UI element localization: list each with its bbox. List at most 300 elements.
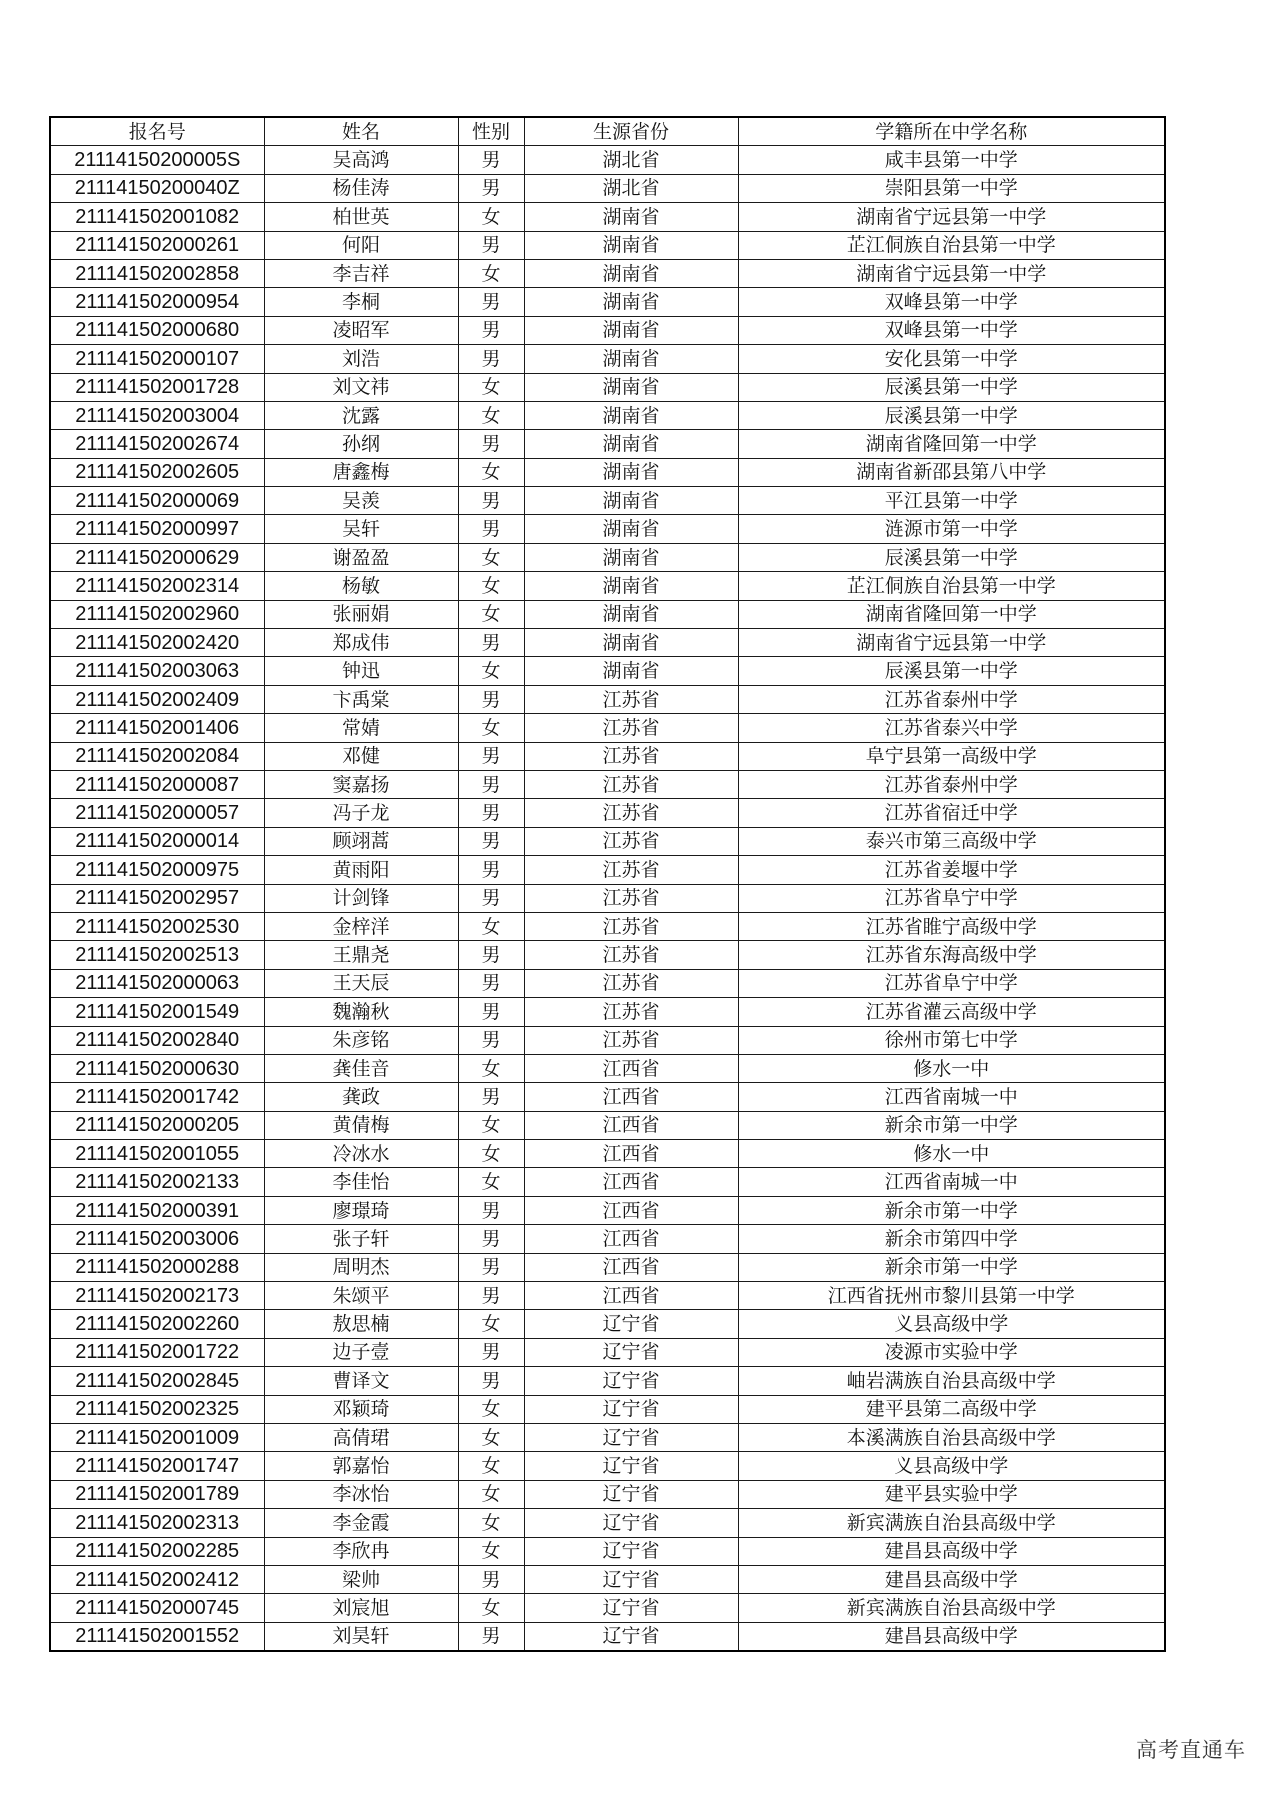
school-cell: 江苏省泰兴中学 — [738, 714, 1165, 742]
province-cell: 江苏省 — [524, 742, 738, 770]
name-cell: 卞禹棠 — [264, 685, 458, 713]
roster-header — [50, 117, 1165, 146]
province-cell: 湖南省 — [524, 600, 738, 628]
registration-number-cell: 211141502000069 — [50, 487, 264, 515]
gender-cell: 男 — [458, 969, 524, 997]
school-cell: 辰溪县第一中学 — [738, 401, 1165, 429]
school-cell: 义县高级中学 — [738, 1310, 1165, 1338]
name-cell: 李冰怡 — [264, 1480, 458, 1508]
registration-number-cell: 211141502002285 — [50, 1537, 264, 1565]
header-gender: 性别 — [458, 117, 524, 146]
gender-cell: 女 — [458, 1111, 524, 1139]
table-row — [50, 1423, 1165, 1451]
province-cell: 江苏省 — [524, 1026, 738, 1054]
name-cell: 凌昭军 — [264, 316, 458, 344]
province-cell: 湖南省 — [524, 203, 738, 231]
name-cell: 朱颂平 — [264, 1282, 458, 1310]
registration-number-cell: 211141502003006 — [50, 1225, 264, 1253]
table-row — [50, 1338, 1165, 1366]
school-cell: 双峰县第一中学 — [738, 316, 1165, 344]
name-cell: 沈露 — [264, 401, 458, 429]
gender-cell: 男 — [458, 685, 524, 713]
gender-cell: 男 — [458, 799, 524, 827]
school-cell: 江苏省东海高级中学 — [738, 941, 1165, 969]
gender-cell: 男 — [458, 1622, 524, 1651]
registration-number-cell: 211141502001082 — [50, 203, 264, 231]
registration-number-cell: 211141502000391 — [50, 1196, 264, 1224]
province-cell: 江苏省 — [524, 969, 738, 997]
province-cell: 江西省 — [524, 1083, 738, 1111]
gender-cell: 女 — [458, 373, 524, 401]
school-cell: 辰溪县第一中学 — [738, 543, 1165, 571]
gender-cell: 女 — [458, 1310, 524, 1338]
gender-cell: 女 — [458, 1395, 524, 1423]
name-cell: 杨佳涛 — [264, 174, 458, 202]
table-row — [50, 1083, 1165, 1111]
table-row — [50, 1225, 1165, 1253]
table-row — [50, 1565, 1165, 1593]
school-cell: 平江县第一中学 — [738, 487, 1165, 515]
school-cell: 双峰县第一中学 — [738, 288, 1165, 316]
province-cell: 湖南省 — [524, 487, 738, 515]
name-cell: 窦嘉扬 — [264, 770, 458, 798]
school-cell: 江苏省阜宁中学 — [738, 884, 1165, 912]
school-cell: 建昌县高级中学 — [738, 1537, 1165, 1565]
school-cell: 湖南省隆回第一中学 — [738, 600, 1165, 628]
school-cell: 江苏省阜宁中学 — [738, 969, 1165, 997]
school-cell: 新余市第四中学 — [738, 1225, 1165, 1253]
gender-cell: 女 — [458, 1480, 524, 1508]
registration-number-cell: 211141502000261 — [50, 231, 264, 259]
registration-number-cell: 211141502001789 — [50, 1480, 264, 1508]
school-cell: 江西省南城一中 — [738, 1083, 1165, 1111]
registration-number-cell: 211141502002325 — [50, 1395, 264, 1423]
registration-number-cell: 211141502002313 — [50, 1509, 264, 1537]
roster-body — [50, 146, 1165, 1651]
table-row — [50, 373, 1165, 401]
province-cell: 湖北省 — [524, 174, 738, 202]
table-row — [50, 231, 1165, 259]
school-cell: 建平县第二高级中学 — [738, 1395, 1165, 1423]
province-cell: 湖南省 — [524, 515, 738, 543]
name-cell: 常婧 — [264, 714, 458, 742]
registration-number-cell: 211141502003063 — [50, 657, 264, 685]
table-row — [50, 543, 1165, 571]
name-cell: 冷冰水 — [264, 1140, 458, 1168]
province-cell: 湖南省 — [524, 345, 738, 373]
gender-cell: 男 — [458, 770, 524, 798]
name-cell: 柏世英 — [264, 203, 458, 231]
name-cell: 谢盈盈 — [264, 543, 458, 571]
name-cell: 计剑锋 — [264, 884, 458, 912]
school-cell: 本溪满族自治县高级中学 — [738, 1423, 1165, 1451]
registration-number-cell: 211141502000630 — [50, 1054, 264, 1082]
school-cell: 江西省南城一中 — [738, 1168, 1165, 1196]
province-cell: 湖南省 — [524, 231, 738, 259]
table-row — [50, 174, 1165, 202]
gender-cell: 男 — [458, 629, 524, 657]
watermark-text: 高考直通车 — [1136, 1738, 1246, 1762]
province-cell: 江西省 — [524, 1111, 738, 1139]
name-cell: 龚佳音 — [264, 1054, 458, 1082]
table-row — [50, 1594, 1165, 1622]
name-cell: 杨敏 — [264, 572, 458, 600]
province-cell: 江苏省 — [524, 799, 738, 827]
school-cell: 建平县实验中学 — [738, 1480, 1165, 1508]
province-cell: 湖南省 — [524, 458, 738, 486]
table-row — [50, 1452, 1165, 1480]
registration-number-cell: 211141502002530 — [50, 912, 264, 940]
school-cell: 泰兴市第三高级中学 — [738, 827, 1165, 855]
gender-cell: 女 — [458, 259, 524, 287]
name-cell: 郑成伟 — [264, 629, 458, 657]
school-cell: 建昌县高级中学 — [738, 1565, 1165, 1593]
province-cell: 湖南省 — [524, 629, 738, 657]
name-cell: 顾翊蒿 — [264, 827, 458, 855]
registration-number-cell: 211141502002674 — [50, 430, 264, 458]
school-cell: 崇阳县第一中学 — [738, 174, 1165, 202]
name-cell: 郭嘉怡 — [264, 1452, 458, 1480]
name-cell: 曹译文 — [264, 1367, 458, 1395]
name-cell: 刘浩 — [264, 345, 458, 373]
registration-number-cell: 211141502000680 — [50, 316, 264, 344]
school-cell: 新余市第一中学 — [738, 1196, 1165, 1224]
roster-table — [49, 116, 1166, 1652]
table-row — [50, 1480, 1165, 1508]
school-cell: 凌源市实验中学 — [738, 1338, 1165, 1366]
table-row — [50, 345, 1165, 373]
table-row — [50, 1140, 1165, 1168]
table-row — [50, 1168, 1165, 1196]
gender-cell: 男 — [458, 884, 524, 912]
table-row — [50, 1253, 1165, 1281]
table-row — [50, 259, 1165, 287]
registration-number-cell: 211141502001742 — [50, 1083, 264, 1111]
gender-cell: 男 — [458, 430, 524, 458]
table-row — [50, 146, 1165, 174]
table-row — [50, 827, 1165, 855]
province-cell: 辽宁省 — [524, 1594, 738, 1622]
gender-cell: 男 — [458, 288, 524, 316]
province-cell: 江西省 — [524, 1282, 738, 1310]
header-school-name: 学籍所在中学名称 — [738, 117, 1165, 146]
header-source-province: 生源省份 — [524, 117, 738, 146]
province-cell: 辽宁省 — [524, 1423, 738, 1451]
province-cell: 辽宁省 — [524, 1452, 738, 1480]
province-cell: 江苏省 — [524, 912, 738, 940]
name-cell: 边子壹 — [264, 1338, 458, 1366]
name-cell: 张子轩 — [264, 1225, 458, 1253]
gender-cell: 男 — [458, 941, 524, 969]
registration-number-cell: 211141502000629 — [50, 543, 264, 571]
table-row — [50, 515, 1165, 543]
registration-number-cell: 21114150200005S — [50, 146, 264, 174]
name-cell: 朱彦铭 — [264, 1026, 458, 1054]
registration-number-cell: 211141502001728 — [50, 373, 264, 401]
table-row — [50, 430, 1165, 458]
header-name: 姓名 — [264, 117, 458, 146]
registration-number-cell: 211141502003004 — [50, 401, 264, 429]
table-row — [50, 1054, 1165, 1082]
table-row — [50, 401, 1165, 429]
table-row — [50, 458, 1165, 486]
registration-number-cell: 211141502000954 — [50, 288, 264, 316]
school-cell: 辰溪县第一中学 — [738, 657, 1165, 685]
table-row — [50, 1282, 1165, 1310]
registration-number-cell: 211141502002260 — [50, 1310, 264, 1338]
table-row — [50, 629, 1165, 657]
school-cell: 新余市第一中学 — [738, 1111, 1165, 1139]
table-row — [50, 1196, 1165, 1224]
school-cell: 安化县第一中学 — [738, 345, 1165, 373]
table-row — [50, 799, 1165, 827]
name-cell: 高倩珺 — [264, 1423, 458, 1451]
table-row — [50, 856, 1165, 884]
name-cell: 孙纲 — [264, 430, 458, 458]
province-cell: 湖南省 — [524, 401, 738, 429]
table-row — [50, 1395, 1165, 1423]
province-cell: 湖南省 — [524, 316, 738, 344]
table-row — [50, 1367, 1165, 1395]
registration-number-cell: 211141502000063 — [50, 969, 264, 997]
school-cell: 湖南省宁远县第一中学 — [738, 629, 1165, 657]
name-cell: 何阳 — [264, 231, 458, 259]
province-cell: 江西省 — [524, 1253, 738, 1281]
registration-number-cell: 211141502000975 — [50, 856, 264, 884]
province-cell: 湖南省 — [524, 657, 738, 685]
school-cell: 江苏省泰州中学 — [738, 770, 1165, 798]
gender-cell: 男 — [458, 1083, 524, 1111]
registration-number-cell: 211141502002957 — [50, 884, 264, 912]
registration-number-cell: 211141502001549 — [50, 998, 264, 1026]
name-cell: 吴轩 — [264, 515, 458, 543]
table-row — [50, 685, 1165, 713]
registration-number-cell: 211141502002513 — [50, 941, 264, 969]
header-registration-number: 报名号 — [50, 117, 264, 146]
gender-cell: 女 — [458, 1594, 524, 1622]
name-cell: 廖璟琦 — [264, 1196, 458, 1224]
school-cell: 江西省抚州市黎川县第一中学 — [738, 1282, 1165, 1310]
school-cell: 建昌县高级中学 — [738, 1622, 1165, 1651]
name-cell: 吴高鸿 — [264, 146, 458, 174]
school-cell: 江苏省灌云高级中学 — [738, 998, 1165, 1026]
table-row — [50, 316, 1165, 344]
name-cell: 张丽娟 — [264, 600, 458, 628]
gender-cell: 女 — [458, 1509, 524, 1537]
registration-number-cell: 211141502001406 — [50, 714, 264, 742]
table-row — [50, 884, 1165, 912]
province-cell: 辽宁省 — [524, 1395, 738, 1423]
registration-number-cell: 21114150200040Z — [50, 174, 264, 202]
school-cell: 岫岩满族自治县高级中学 — [738, 1367, 1165, 1395]
province-cell: 辽宁省 — [524, 1310, 738, 1338]
gender-cell: 女 — [458, 543, 524, 571]
gender-cell: 女 — [458, 1537, 524, 1565]
school-cell: 涟源市第一中学 — [738, 515, 1165, 543]
school-cell: 新宾满族自治县高级中学 — [738, 1594, 1165, 1622]
name-cell: 吴羡 — [264, 487, 458, 515]
name-cell: 王天辰 — [264, 969, 458, 997]
province-cell: 江西省 — [524, 1196, 738, 1224]
registration-number-cell: 211141502000205 — [50, 1111, 264, 1139]
province-cell: 辽宁省 — [524, 1367, 738, 1395]
registration-number-cell: 211141502002420 — [50, 629, 264, 657]
registration-number-cell: 211141502002845 — [50, 1367, 264, 1395]
registration-number-cell: 211141502002409 — [50, 685, 264, 713]
registration-number-cell: 211141502000014 — [50, 827, 264, 855]
name-cell: 魏瀚秋 — [264, 998, 458, 1026]
school-cell: 芷江侗族自治县第一中学 — [738, 572, 1165, 600]
registration-number-cell: 211141502000057 — [50, 799, 264, 827]
gender-cell: 男 — [458, 515, 524, 543]
school-cell: 新余市第一中学 — [738, 1253, 1165, 1281]
school-cell: 辰溪县第一中学 — [738, 373, 1165, 401]
name-cell: 金梓洋 — [264, 912, 458, 940]
province-cell: 江西省 — [524, 1054, 738, 1082]
table-row — [50, 742, 1165, 770]
school-cell: 徐州市第七中学 — [738, 1026, 1165, 1054]
registration-number-cell: 211141502002412 — [50, 1565, 264, 1593]
name-cell: 李吉祥 — [264, 259, 458, 287]
gender-cell: 女 — [458, 458, 524, 486]
province-cell: 湖南省 — [524, 430, 738, 458]
gender-cell: 男 — [458, 1338, 524, 1366]
province-cell: 江苏省 — [524, 941, 738, 969]
school-cell: 江苏省睢宁高级中学 — [738, 912, 1165, 940]
registration-number-cell: 211141502001055 — [50, 1140, 264, 1168]
gender-cell: 男 — [458, 1367, 524, 1395]
table-row — [50, 1310, 1165, 1338]
school-cell: 江苏省宿迁中学 — [738, 799, 1165, 827]
gender-cell: 女 — [458, 1423, 524, 1451]
registration-number-cell: 211141502001009 — [50, 1423, 264, 1451]
name-cell: 钟迅 — [264, 657, 458, 685]
name-cell: 梁帅 — [264, 1565, 458, 1593]
table-row — [50, 941, 1165, 969]
school-cell: 阜宁县第一高级中学 — [738, 742, 1165, 770]
school-cell: 修水一中 — [738, 1140, 1165, 1168]
registration-number-cell: 211141502000087 — [50, 770, 264, 798]
name-cell: 邓健 — [264, 742, 458, 770]
registration-number-cell: 211141502000107 — [50, 345, 264, 373]
gender-cell: 男 — [458, 742, 524, 770]
gender-cell: 女 — [458, 912, 524, 940]
gender-cell: 男 — [458, 345, 524, 373]
name-cell: 龚政 — [264, 1083, 458, 1111]
gender-cell: 男 — [458, 231, 524, 259]
table-row — [50, 657, 1165, 685]
gender-cell: 男 — [458, 1196, 524, 1224]
table-row — [50, 714, 1165, 742]
table-row — [50, 770, 1165, 798]
registration-number-cell: 211141502002840 — [50, 1026, 264, 1054]
table-row — [50, 1622, 1165, 1651]
province-cell: 江苏省 — [524, 714, 738, 742]
name-cell: 冯子龙 — [264, 799, 458, 827]
name-cell: 唐鑫梅 — [264, 458, 458, 486]
province-cell: 江苏省 — [524, 884, 738, 912]
table-row — [50, 1111, 1165, 1139]
school-cell: 义县高级中学 — [738, 1452, 1165, 1480]
gender-cell: 男 — [458, 1565, 524, 1593]
province-cell: 湖南省 — [524, 288, 738, 316]
registration-number-cell: 211141502002960 — [50, 600, 264, 628]
province-cell: 江西省 — [524, 1140, 738, 1168]
gender-cell: 女 — [458, 657, 524, 685]
name-cell: 刘文祎 — [264, 373, 458, 401]
province-cell: 江苏省 — [524, 827, 738, 855]
school-cell: 湖南省新邵县第八中学 — [738, 458, 1165, 486]
province-cell: 辽宁省 — [524, 1509, 738, 1537]
registration-number-cell: 211141502002314 — [50, 572, 264, 600]
province-cell: 湖南省 — [524, 373, 738, 401]
province-cell: 辽宁省 — [524, 1480, 738, 1508]
name-cell: 李欣冉 — [264, 1537, 458, 1565]
gender-cell: 女 — [458, 1054, 524, 1082]
province-cell: 湖南省 — [524, 572, 738, 600]
name-cell: 刘宸旭 — [264, 1594, 458, 1622]
province-cell: 江西省 — [524, 1168, 738, 1196]
header-row — [50, 117, 1165, 146]
gender-cell: 男 — [458, 487, 524, 515]
province-cell: 江苏省 — [524, 685, 738, 713]
name-cell: 黄倩梅 — [264, 1111, 458, 1139]
table-row — [50, 203, 1165, 231]
gender-cell: 女 — [458, 203, 524, 231]
gender-cell: 男 — [458, 174, 524, 202]
table-row — [50, 912, 1165, 940]
name-cell: 李金霞 — [264, 1509, 458, 1537]
name-cell: 周明杰 — [264, 1253, 458, 1281]
school-cell: 湖南省宁远县第一中学 — [738, 203, 1165, 231]
table-row — [50, 1509, 1165, 1537]
name-cell: 王鼎尧 — [264, 941, 458, 969]
registration-number-cell: 211141502002173 — [50, 1282, 264, 1310]
school-cell: 江苏省泰州中学 — [738, 685, 1165, 713]
gender-cell: 男 — [458, 146, 524, 174]
registration-number-cell: 211141502002605 — [50, 458, 264, 486]
province-cell: 辽宁省 — [524, 1622, 738, 1651]
table-row — [50, 600, 1165, 628]
registration-number-cell: 211141502002084 — [50, 742, 264, 770]
gender-cell: 男 — [458, 1225, 524, 1253]
province-cell: 湖南省 — [524, 259, 738, 287]
gender-cell: 男 — [458, 1026, 524, 1054]
gender-cell: 女 — [458, 1452, 524, 1480]
school-cell: 修水一中 — [738, 1054, 1165, 1082]
table-row — [50, 969, 1165, 997]
table-row — [50, 487, 1165, 515]
table-row — [50, 998, 1165, 1026]
school-cell: 新宾满族自治县高级中学 — [738, 1509, 1165, 1537]
province-cell: 江苏省 — [524, 998, 738, 1026]
gender-cell: 女 — [458, 714, 524, 742]
school-cell: 湖南省宁远县第一中学 — [738, 259, 1165, 287]
gender-cell: 男 — [458, 1282, 524, 1310]
province-cell: 江苏省 — [524, 856, 738, 884]
province-cell: 湖南省 — [524, 543, 738, 571]
school-cell: 芷江侗族自治县第一中学 — [738, 231, 1165, 259]
name-cell: 李桐 — [264, 288, 458, 316]
table-row — [50, 288, 1165, 316]
registration-number-cell: 211141502001722 — [50, 1338, 264, 1366]
gender-cell: 男 — [458, 827, 524, 855]
gender-cell: 男 — [458, 1253, 524, 1281]
registration-number-cell: 211141502000288 — [50, 1253, 264, 1281]
province-cell: 辽宁省 — [524, 1338, 738, 1366]
gender-cell: 女 — [458, 401, 524, 429]
name-cell: 李佳怡 — [264, 1168, 458, 1196]
